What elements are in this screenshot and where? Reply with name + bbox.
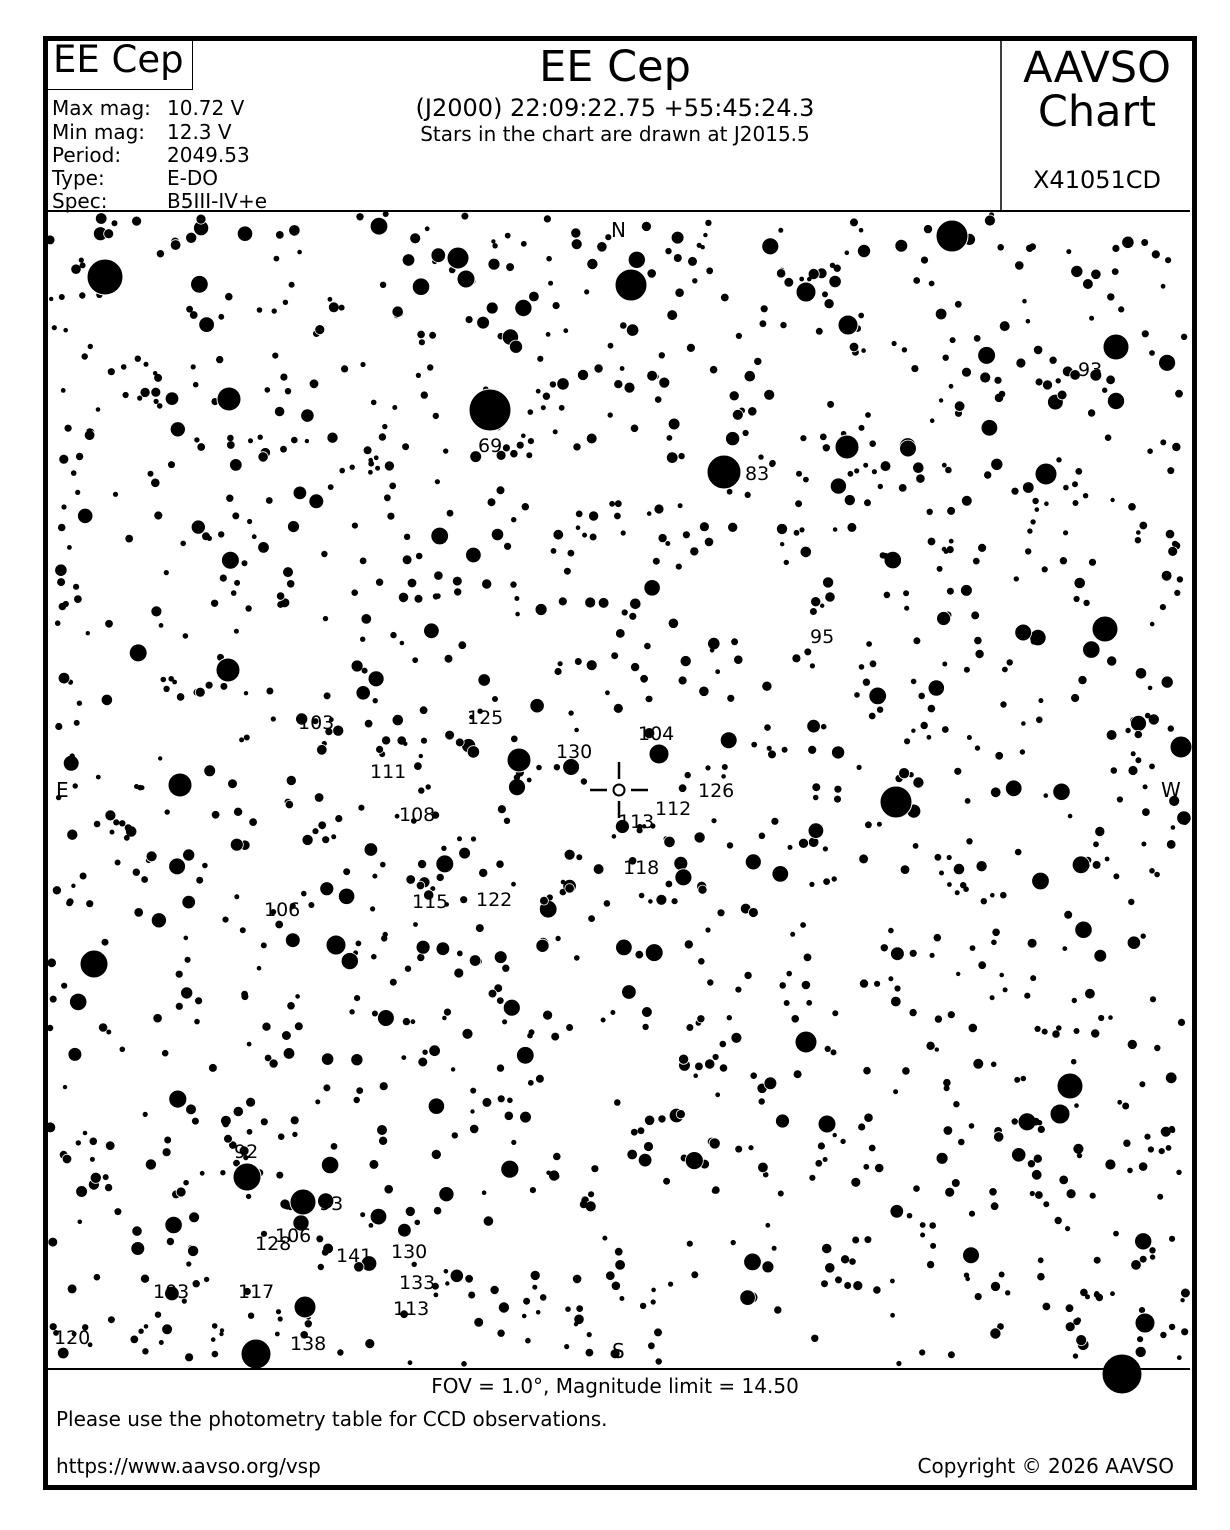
comp-label-122: 122 xyxy=(476,889,513,911)
comp-label-133: 133 xyxy=(399,1272,436,1294)
comp-label-113: 113 xyxy=(393,1298,430,1320)
comp-label-103: 103 xyxy=(153,1281,190,1303)
comp-label-95: 95 xyxy=(810,626,835,648)
max-mag-label: Max mag: xyxy=(52,96,151,120)
chart-title: EE Cep xyxy=(539,42,691,92)
comp-label-126: 126 xyxy=(698,780,735,802)
brand-line-1: AAVSO xyxy=(1023,43,1171,93)
comp-label-125: 125 xyxy=(467,707,504,729)
comp-label-83: 83 xyxy=(745,463,770,485)
comp-label-141: 141 xyxy=(336,1245,373,1267)
comp-label-128: 128 xyxy=(255,1233,292,1255)
comp-label-103: 103 xyxy=(298,712,335,734)
comp-label-138: 138 xyxy=(290,1333,327,1355)
vsp-link[interactable]: https://www.aavso.org/vsp xyxy=(56,1454,321,1478)
chart-frame xyxy=(43,36,1197,1490)
comp-label-111: 111 xyxy=(370,761,407,783)
type-label: Type: xyxy=(52,166,105,190)
comp-label-130: 130 xyxy=(556,741,593,763)
comp-label-69: 69 xyxy=(478,435,503,457)
comp-label-104: 104 xyxy=(638,723,675,745)
period-label: Period: xyxy=(52,143,122,167)
epoch-note: Stars in the chart are drawn at J2015.5 xyxy=(420,122,810,146)
type-value: E-DO xyxy=(167,166,218,190)
comp-label-120: 120 xyxy=(54,1327,91,1349)
west-label: W xyxy=(1161,778,1181,802)
comp-label-115: 115 xyxy=(412,891,449,913)
ccd-note: Please use the photometry table for CCD observations. xyxy=(56,1407,608,1431)
comp-label-130: 130 xyxy=(391,1241,428,1263)
period-value: 2049.53 xyxy=(167,143,250,167)
comp-label-93: 93 xyxy=(1078,359,1103,381)
coordinates: (J2000) 22:09:22.75 +55:45:24.3 xyxy=(415,94,815,122)
comp-label-106: 106 xyxy=(275,1225,312,1247)
south-label: S xyxy=(612,1339,625,1363)
north-label: N xyxy=(611,218,626,242)
comp-label-113: 113 xyxy=(618,811,655,833)
comp-label-112: 112 xyxy=(655,798,692,820)
min-mag-value: 12.3 V xyxy=(167,120,232,144)
comp-label-108: 108 xyxy=(399,804,436,826)
comp-label-106: 106 xyxy=(264,899,301,921)
spec-label: Spec: xyxy=(52,189,108,213)
brand-line-2: Chart xyxy=(1037,87,1157,137)
variable-name: EE Cep xyxy=(53,38,184,81)
fov-text: FOV = 1.0°, Magnitude limit = 14.50 xyxy=(431,1374,799,1398)
brand-title xyxy=(1002,43,1192,137)
comp-label-92: 92 xyxy=(234,1141,259,1163)
copyright: Copyright © 2026 AAVSO xyxy=(917,1454,1174,1478)
spec-value: B5III-IV+e xyxy=(167,189,267,213)
comp-label-93: 93 xyxy=(319,1193,344,1215)
max-mag-value: 10.72 V xyxy=(167,96,245,120)
min-mag-label: Min mag: xyxy=(52,120,146,144)
comp-label-118: 118 xyxy=(623,857,660,879)
chart-id: X41051CD xyxy=(1032,166,1162,194)
comp-label-117: 117 xyxy=(238,1281,275,1303)
east-label: E xyxy=(56,778,69,802)
